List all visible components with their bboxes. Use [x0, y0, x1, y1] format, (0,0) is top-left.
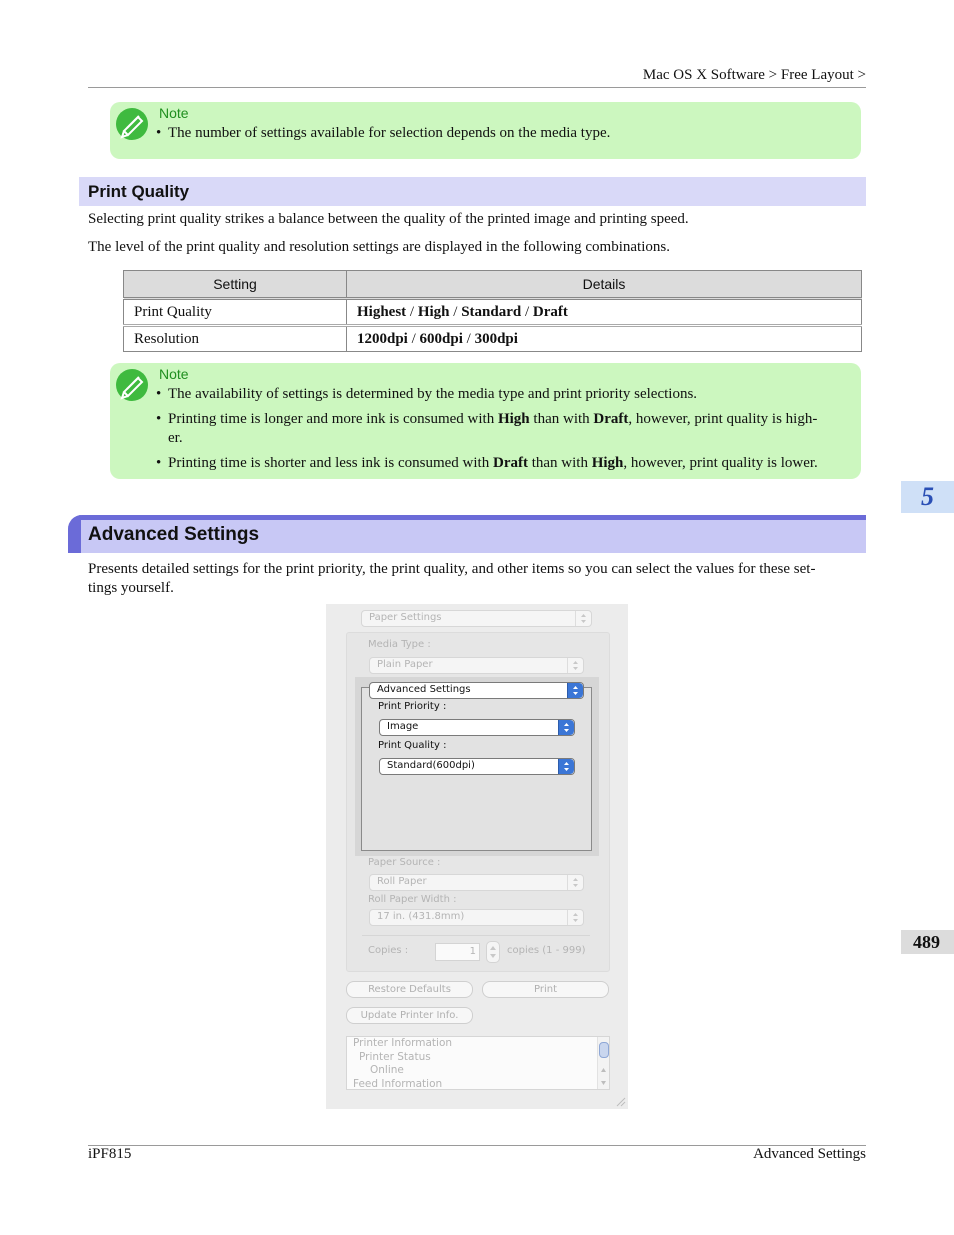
print-button[interactable]: Print: [482, 981, 609, 998]
scrollbar[interactable]: [597, 1037, 609, 1089]
printer-info-list: [346, 1036, 610, 1090]
table-row: [124, 326, 862, 352]
media-type-label: Media Type :: [368, 639, 431, 650]
section-heading-advanced-settings: [68, 515, 866, 553]
page-number-tab: [901, 930, 954, 954]
restore-defaults-button[interactable]: Restore Defaults: [346, 981, 473, 998]
roll-paper-width-label: Roll Paper Width :: [368, 894, 457, 905]
print-dialog-screenshot: [326, 604, 628, 1109]
up-down-arrow-icon: [567, 683, 583, 698]
media-type-popup[interactable]: Plain Paper: [369, 657, 584, 674]
paragraph: The level of the print quality and resolution settings are displayed in the following combinations.: [88, 239, 670, 255]
up-down-arrow-icon: [558, 720, 574, 735]
copies-input[interactable]: 1: [435, 943, 480, 961]
up-down-arrow-icon: [567, 910, 583, 925]
header-divider: [88, 87, 866, 88]
table-cell-setting: Resolution: [124, 326, 347, 352]
column-header-details: Details: [347, 271, 862, 299]
list-item: Online: [370, 1064, 404, 1076]
note-bullet-text: The number of settings available for selection depends on the media type.: [168, 125, 611, 141]
up-down-arrow-icon: [567, 875, 583, 890]
print-quality-popup[interactable]: Standard(600dpi): [379, 758, 575, 775]
note-box-2: [110, 363, 861, 479]
advanced-settings-popup[interactable]: Advanced Settings: [369, 682, 584, 699]
print-priority-label: Print Priority :: [378, 701, 447, 712]
table-cell-details: 1200dpi / 600dpi / 300dpi: [347, 326, 862, 352]
page-number: 489: [913, 932, 940, 952]
chapter-number: 5: [921, 482, 934, 511]
footer-divider: [88, 1145, 866, 1146]
footer-section: Advanced Settings: [753, 1146, 866, 1162]
print-priority-popup[interactable]: Image: [379, 719, 575, 736]
paragraph: Selecting print quality strikes a balance between the quality of the printed image and printing speed.: [88, 211, 689, 227]
copies-range: copies (1 - 999): [507, 945, 586, 956]
breadcrumb: Mac OS X Software > Free Layout >: [642, 67, 866, 83]
list-item: Printer Information: [353, 1037, 453, 1049]
note-box-1: [110, 102, 861, 159]
pencil-note-icon: [116, 369, 148, 401]
section-title: Advanced Settings: [88, 524, 260, 545]
copies-label: Copies :: [368, 945, 409, 956]
note-bullet: • The availability of settings is determined by the media type and print priority selections.: [156, 386, 698, 402]
paper-source-label: Paper Source :: [368, 857, 441, 868]
pencil-note-icon: [116, 108, 148, 140]
note-bullet: • The number of settings available for selection depends on the media type.: [156, 124, 856, 143]
roll-paper-width-popup[interactable]: 17 in. (431.8mm): [369, 909, 584, 926]
section-heading-print-quality: [79, 177, 866, 206]
paragraph: Presents detailed settings for the print priority, the print quality, and other items so you can select the values for these set- tings yourself.: [88, 561, 816, 596]
table-header-row: [124, 271, 862, 299]
section-title: Print Quality: [88, 182, 190, 201]
table-cell-details: Highest / High / Standard / Draft: [347, 299, 862, 326]
up-down-arrow-icon: [567, 658, 583, 673]
paper-settings-popup[interactable]: Paper Settings: [361, 610, 592, 627]
note-bullet: • Printing time is shorter and less ink is consumed with Draft than with High, however, print quality is lower.: [156, 455, 818, 471]
print-quality-label: Print Quality :: [378, 740, 447, 751]
note-label: Note: [159, 105, 189, 121]
footer-model: iPF815: [88, 1146, 132, 1162]
paper-source-popup[interactable]: Roll Paper: [369, 874, 584, 891]
up-down-arrow-icon: [558, 759, 574, 774]
update-printer-info-button[interactable]: Update Printer Info.: [346, 1007, 473, 1024]
list-item: Feed Information: [353, 1077, 443, 1090]
chapter-tab: [901, 481, 954, 513]
up-down-arrow-icon: [575, 611, 591, 626]
settings-table: [123, 270, 862, 352]
note-bullet: • Printing time is longer and more ink is consumed with High than with Draft, however, print quality is high- er.: [156, 411, 818, 446]
list-item: Printer Status: [359, 1050, 431, 1063]
resize-grip-icon[interactable]: [614, 1095, 626, 1107]
note-label: Note: [159, 366, 189, 382]
divider: [362, 935, 590, 936]
copies-stepper[interactable]: [486, 941, 500, 963]
table-row: [124, 299, 862, 326]
column-header-setting: Setting: [124, 271, 347, 299]
table-cell-setting: Print Quality: [124, 299, 347, 326]
